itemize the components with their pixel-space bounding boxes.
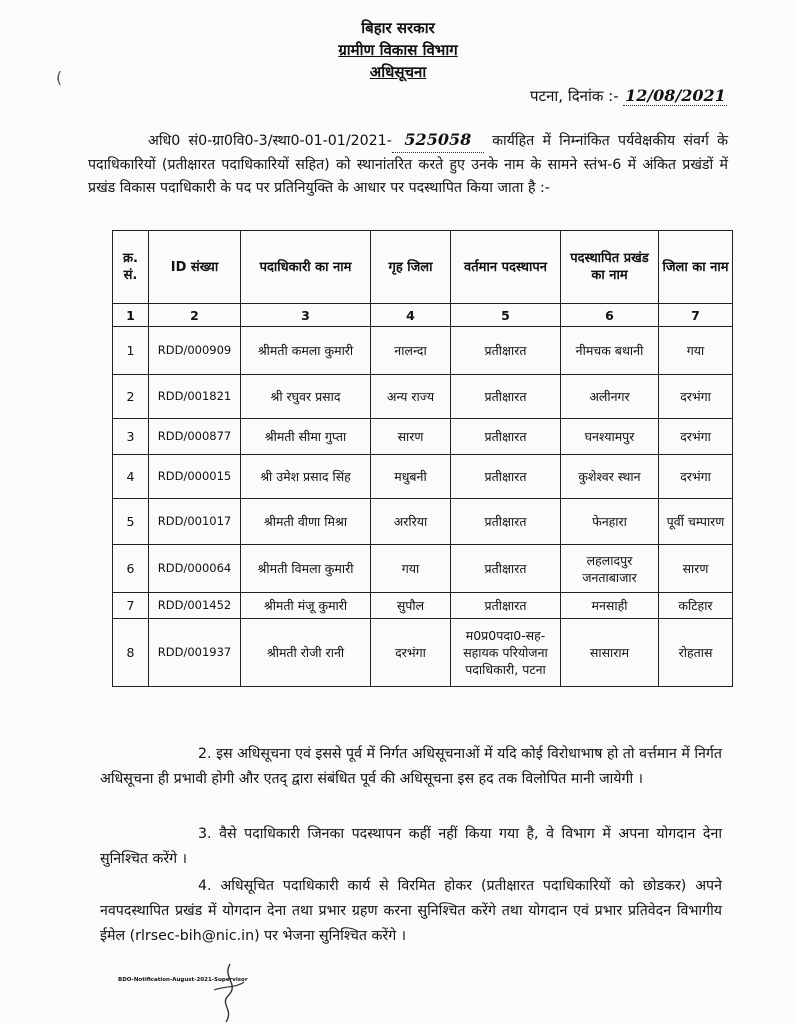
cell-home-district: मधुबनी bbox=[371, 455, 451, 499]
col-number: 6 bbox=[561, 304, 659, 327]
cell-district: दरभंगा bbox=[659, 455, 733, 499]
cell-district: सारण bbox=[659, 545, 733, 593]
header-notification: अधिसूचना bbox=[369, 63, 427, 81]
cell-district: रोहतास bbox=[659, 619, 733, 687]
col-number: 1 bbox=[113, 304, 149, 327]
cell-home-district: नालन्दा bbox=[371, 327, 451, 375]
cell-serial: 7 bbox=[113, 593, 149, 619]
header-government: बिहार सरकार bbox=[361, 19, 435, 37]
cell-posted-block: मनसाही bbox=[561, 593, 659, 619]
clause-2-text: 2. इस अधिसूचना एवं इससे पूर्व में निर्गत अधिसूचनाओं में यदि कोई विरोधाभाष हो तो वर्त्तमान में निर्गत अधिसूचना ही प्रभावी होगी और एतद् द्वारा संबंधित पूर्व की अधिसूचना इस हद तक विलोपित मानी जायेगी । bbox=[100, 746, 722, 787]
reference-number: 525058 bbox=[392, 128, 484, 153]
cell-district: दरभंगा bbox=[659, 419, 733, 455]
cell-current-posting: प्रतीक्षारत bbox=[451, 499, 561, 545]
header-department: ग्रामीण विकास विभाग bbox=[338, 41, 458, 59]
intro-paragraph bbox=[88, 128, 728, 201]
cell-id: RDD/000909 bbox=[149, 327, 241, 375]
signature-mark bbox=[200, 960, 260, 1024]
cell-current-posting: प्रतीक्षारत bbox=[451, 593, 561, 619]
header-officer-name: पदाधिकारी का नाम bbox=[241, 231, 371, 304]
cell-home-district: दरभंगा bbox=[371, 619, 451, 687]
cell-home-district: सारण bbox=[371, 419, 451, 455]
header-serial: क्र. सं. bbox=[113, 231, 149, 304]
cell-officer-name: श्री रघुवर प्रसाद bbox=[241, 375, 371, 419]
cell-serial: 2 bbox=[113, 375, 149, 419]
cell-current-posting: प्रतीक्षारत bbox=[451, 545, 561, 593]
header-home-district: गृह जिला bbox=[371, 231, 451, 304]
cell-serial: 8 bbox=[113, 619, 149, 687]
cell-current-posting: प्रतीक्षारत bbox=[451, 419, 561, 455]
header-posted-block: पदस्थापित प्रखंड का नाम bbox=[561, 231, 659, 304]
cell-serial: 5 bbox=[113, 499, 149, 545]
posting-table bbox=[112, 230, 733, 687]
table-row bbox=[113, 593, 733, 619]
cell-officer-name: श्री उमेश प्रसाद सिंह bbox=[241, 455, 371, 499]
cell-current-posting: म0प्र0पदा0-सह-सहायक परियोजना पदाधिकारी, पटना bbox=[451, 619, 561, 687]
cell-id: RDD/001937 bbox=[149, 619, 241, 687]
cell-serial: 3 bbox=[113, 419, 149, 455]
cell-home-district: गया bbox=[371, 545, 451, 593]
cell-posted-block: घनश्यामपुर bbox=[561, 419, 659, 455]
cell-officer-name: श्रीमती विमला कुमारी bbox=[241, 545, 371, 593]
cell-district: कटिहार bbox=[659, 593, 733, 619]
date-line bbox=[530, 86, 727, 106]
column-number-row bbox=[113, 304, 733, 327]
cell-officer-name: श्रीमती सीमा गुप्ता bbox=[241, 419, 371, 455]
cell-district: दरभंगा bbox=[659, 375, 733, 419]
cell-current-posting: प्रतीक्षारत bbox=[451, 327, 561, 375]
cell-current-posting: प्रतीक्षारत bbox=[451, 375, 561, 419]
clause-3-text: 3. वैसे पदाधिकारी जिनका पदस्थापन कहीं नहीं किया गया है, वे विभाग में अपना योगदान देना सुनिश्चित करेंगे । bbox=[100, 826, 722, 867]
file-name: BDO-Notification-August-2021-Supervisor bbox=[118, 977, 248, 983]
cell-officer-name: श्रीमती मंजू कुमारी bbox=[241, 593, 371, 619]
table-row bbox=[113, 619, 733, 687]
date-label: पटना, दिनांक :- bbox=[530, 87, 619, 105]
cell-officer-name: श्रीमती कमला कुमारी bbox=[241, 327, 371, 375]
cell-posted-block: कुशेश्वर स्थान bbox=[561, 455, 659, 499]
cell-home-district: अन्य राज्य bbox=[371, 375, 451, 419]
cell-serial: 1 bbox=[113, 327, 149, 375]
cell-serial: 4 bbox=[113, 455, 149, 499]
cell-posted-block: अलीनगर bbox=[561, 375, 659, 419]
table-row bbox=[113, 327, 733, 375]
table-row bbox=[113, 375, 733, 419]
intro-text: कार्यहित में निम्नांकित पर्यवेक्षकीय संवर्ग के पदाधिकारियों (प्रतीक्षारत पदाधिकारियों सहित) को स्थानांतरित करते हुए उनके नाम के सामने स्तंभ-6 में अंकित प्रखंडों में प्रखंड विकास पदाधिकारी के पद पर प्रतिनियुक्ति के आधार पर पदस्थापित किया जाता है :- bbox=[88, 133, 728, 196]
col-number: 5 bbox=[451, 304, 561, 327]
notification-number-prefix: अधि0 सं0-ग्रा0वि0-3/स्था0-01-01/2021- bbox=[148, 133, 392, 149]
table-row bbox=[113, 455, 733, 499]
header-id: ID संख्या bbox=[149, 231, 241, 304]
clause-3 bbox=[100, 822, 722, 872]
cell-posted-block: लहलादपुर जनताबाजार bbox=[561, 545, 659, 593]
clause-4-text: 4. अधिसूचित पदाधिकारी कार्य से विरमित होकर (प्रतीक्षारत पदाधिकारियों को छोडकर) अपने नवपदस्थापित प्रखंड में योगदान देना तथा प्रभार ग्रहण करना सुनिश्चित करेंगे तथा योगदान एवं प्रभार प्रतिवेदन विभागीय ईमेल (rlrsec-bih@nic.in) पर भेजना सुनिश्चित करेंगे । bbox=[100, 878, 722, 944]
cell-id: RDD/000064 bbox=[149, 545, 241, 593]
cell-officer-name: श्रीमती रोजी रानी bbox=[241, 619, 371, 687]
cell-home-district: सुपौल bbox=[371, 593, 451, 619]
table-row bbox=[113, 545, 733, 593]
cell-posted-block: नीमचक बथानी bbox=[561, 327, 659, 375]
scan-mark: ( bbox=[56, 68, 63, 87]
header-current-posting: वर्तमान पदस्थापन bbox=[451, 231, 561, 304]
table-header-row bbox=[113, 231, 733, 304]
cell-home-district: अररिया bbox=[371, 499, 451, 545]
cell-id: RDD/001452 bbox=[149, 593, 241, 619]
date-value: 12/08/2021 bbox=[625, 86, 726, 105]
col-number: 2 bbox=[149, 304, 241, 327]
table-row bbox=[113, 419, 733, 455]
cell-current-posting: प्रतीक्षारत bbox=[451, 455, 561, 499]
cell-officer-name: श्रीमती वीणा मिश्रा bbox=[241, 499, 371, 545]
cell-posted-block: सासाराम bbox=[561, 619, 659, 687]
table-row bbox=[113, 499, 733, 545]
col-number: 3 bbox=[241, 304, 371, 327]
col-number: 4 bbox=[371, 304, 451, 327]
cell-serial: 6 bbox=[113, 545, 149, 593]
clause-4 bbox=[100, 874, 722, 949]
cell-posted-block: फेनहारा bbox=[561, 499, 659, 545]
cell-id: RDD/001017 bbox=[149, 499, 241, 545]
header-district: जिला का नाम bbox=[659, 231, 733, 304]
cell-district: गया bbox=[659, 327, 733, 375]
cell-id: RDD/001821 bbox=[149, 375, 241, 419]
clause-2 bbox=[100, 742, 722, 792]
cell-id: RDD/000015 bbox=[149, 455, 241, 499]
cell-id: RDD/000877 bbox=[149, 419, 241, 455]
col-number: 7 bbox=[659, 304, 733, 327]
cell-district: पूर्वी चम्पारण bbox=[659, 499, 733, 545]
